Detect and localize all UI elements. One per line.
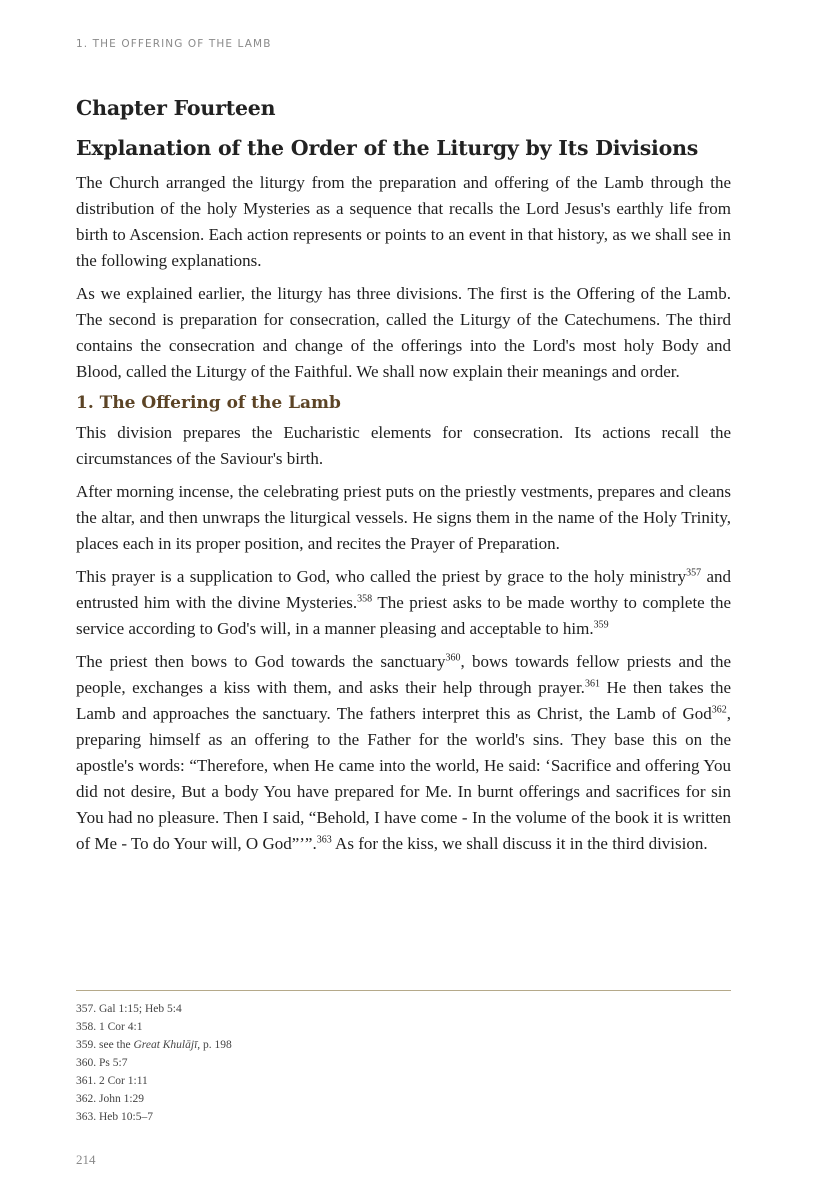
footnote-ref-361[interactable]: 361 bbox=[584, 678, 600, 690]
footnote-359-suffix: , p. 198 bbox=[197, 1039, 232, 1051]
footnote-357: 357. Gal 1:15; Heb 5:4 bbox=[76, 1003, 182, 1015]
paragraph-6-text-d: , preparing himself as an offering to the Father for the world's sins. They base this on the apostle's words: “Therefore, when He came into the world, He said: ‘Sacrifice and offering You did not desire, But a body You have prepared for Me. In burnt offerings and sacrifices for sin You had no pleasure. Then I said, “Behold, I have come - In the volume of the book it is written of Me - To do Your will, O God”’”. bbox=[76, 704, 731, 853]
footnote-359-title: Great Khulājī bbox=[133, 1039, 198, 1051]
footnote-ref-357[interactable]: 357 bbox=[686, 567, 702, 579]
paragraph-3: This division prepares the Eucharistic elements for consecration. Its actions recall the circumstances of the Saviour's birth. bbox=[76, 423, 731, 468]
footnote-361: 361. 2 Cor 1:11 bbox=[76, 1075, 148, 1087]
paragraph-5-text-b: and entrusted him with the divine Mysteries. bbox=[76, 567, 731, 612]
paragraph-1: The Church arranged the liturgy from the preparation and offering of the Lamb through the distribution of the holy Mysteries as a sequence that recalls the Lord Jesus's earthly life from birth to Ascension. Each action represents or points to an event in that history, as we shall see in the following explanations. bbox=[76, 173, 731, 270]
paragraph-5-text-a: This prayer is a supplication to God, who called the priest by grace to the holy ministry bbox=[76, 567, 687, 586]
footnotes bbox=[76, 1000, 731, 1126]
running-head: 1. THE OFFERING OF THE LAMB bbox=[76, 38, 272, 50]
paragraph-2: As we explained earlier, the liturgy has three divisions. The first is the Offering of the Lamb. The second is preparation for consecration, called the Liturgy of the Catechumens. The third contains the consecration and change of the offerings into the Lord's most holy Body and Blood, called the Liturgy of the Faithful. We shall now explain their meanings and order. bbox=[76, 284, 731, 381]
footnote-358: 358. 1 Cor 4:1 bbox=[76, 1021, 143, 1033]
paragraph-6-text-b: , bows towards fellow priests and the people, exchanges a kiss with them, and asks their help through prayer. bbox=[76, 652, 731, 697]
paragraph-6 bbox=[76, 649, 731, 857]
main-text bbox=[76, 96, 731, 864]
footnote-ref-362[interactable]: 362 bbox=[711, 704, 727, 716]
paragraph-6-text-a: The priest then bows to God towards the sanctuary bbox=[76, 652, 446, 671]
footnote-359-prefix: 359. see the bbox=[76, 1039, 134, 1051]
footnote-ref-359[interactable]: 359 bbox=[593, 619, 609, 631]
footnote-363: 363. Heb 10:5–7 bbox=[76, 1111, 153, 1123]
footnote-divider bbox=[76, 990, 731, 991]
paragraph-5-text-c: The priest asks to be made worthy to complete the service according to God's will, in a manner pleasing and acceptable to him. bbox=[76, 593, 731, 638]
paragraph-6-text-c: He then takes the Lamb and approaches the sanctuary. The fathers interpret this as Christ, the Lamb of God bbox=[76, 678, 731, 723]
page-number: 214 bbox=[76, 1152, 96, 1167]
footnote-362: 362. John 1:29 bbox=[76, 1093, 145, 1105]
footnote-ref-363[interactable]: 363 bbox=[316, 834, 332, 846]
footnote-ref-360[interactable]: 360 bbox=[445, 652, 461, 664]
paragraph-6-text-e: As for the kiss, we shall discuss it in the third division. bbox=[331, 834, 708, 853]
section-heading: 1. The Offering of the Lamb bbox=[76, 393, 341, 413]
footnote-ref-358[interactable]: 358 bbox=[357, 593, 373, 605]
paragraph-4: After morning incense, the celebrating priest puts on the priestly vestments, prepares and cleans the altar, and then unwraps the liturgical vessels. He signs them in the name of the Holy Trinity, places each in its proper position, and recites the Prayer of Preparation. bbox=[76, 482, 731, 553]
footnote-360: 360. Ps 5:7 bbox=[76, 1057, 128, 1069]
chapter-heading: Chapter Fourteen bbox=[76, 96, 276, 120]
paragraph-5 bbox=[76, 564, 731, 642]
footnote-359 bbox=[76, 1036, 731, 1054]
chapter-title: Explanation of the Order of the Liturgy by Its Divisions bbox=[76, 136, 699, 160]
